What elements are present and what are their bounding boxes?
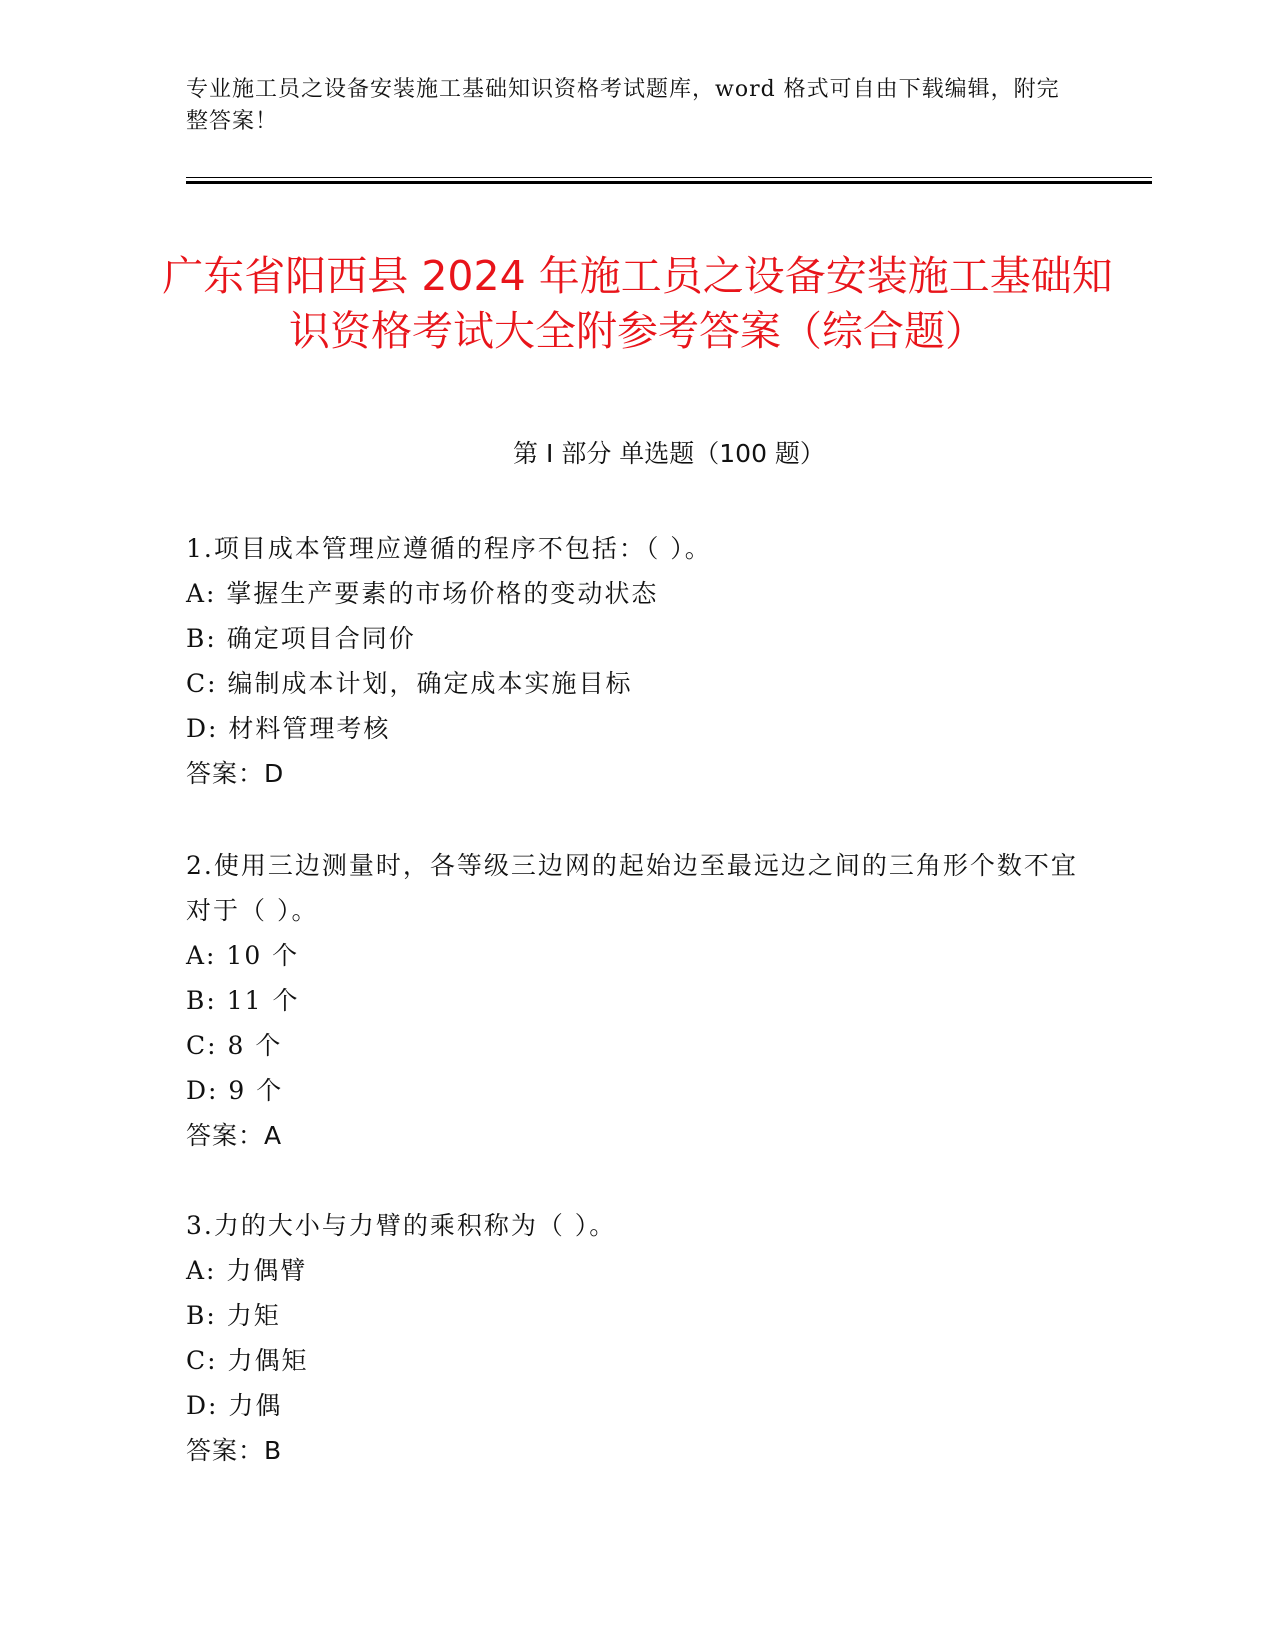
document-title: 广东省阳西县 2024 年施工员之设备安装施工基础知识资格考试大全附参考答案（综合题） [162, 252, 1113, 356]
option-a: A: 力偶臂 [186, 1256, 308, 1285]
question-1 [186, 526, 1086, 796]
question-stem: 1.项目成本管理应遵循的程序不包括：（ ）。 [186, 534, 712, 563]
option-c: C: 力偶矩 [186, 1346, 309, 1375]
section-heading: 第 I 部分 单选题（100 题） [513, 439, 825, 468]
answer: 答案：D [186, 759, 285, 788]
option-d: D: 力偶 [186, 1391, 283, 1420]
option-b: B: 11 个 [186, 986, 300, 1015]
option-d: D: 材料管理考核 [186, 714, 391, 743]
header-divider-thick [186, 181, 1152, 184]
header-note: 专业施工员之设备安装施工基础知识资格考试题库，word 格式可自由下载编辑，附完整答案！ [186, 77, 1060, 134]
option-b: B: 确定项目合同价 [186, 624, 416, 653]
option-a: A: 掌握生产要素的市场价格的变动状态 [186, 579, 659, 608]
option-c: C: 8 个 [186, 1031, 283, 1060]
question-3 [186, 1203, 1086, 1473]
answer: 答案：B [186, 1436, 283, 1465]
option-b: B: 力矩 [186, 1301, 281, 1330]
option-c: C: 编制成本计划，确定成本实施目标 [186, 669, 633, 698]
option-a: A: 10 个 [186, 941, 300, 970]
question-stem: 3.力的大小与力臂的乘积称为（ ）。 [186, 1211, 617, 1240]
question-2 [186, 843, 1086, 1158]
header-divider-thin [186, 177, 1152, 178]
option-d: D: 9 个 [186, 1076, 284, 1105]
answer: 答案：A [186, 1121, 283, 1150]
question-stem: 2.使用三边测量时，各等级三边网的起始边至最远边之间的三角形个数不宜对于（ ）。 [186, 851, 1078, 925]
